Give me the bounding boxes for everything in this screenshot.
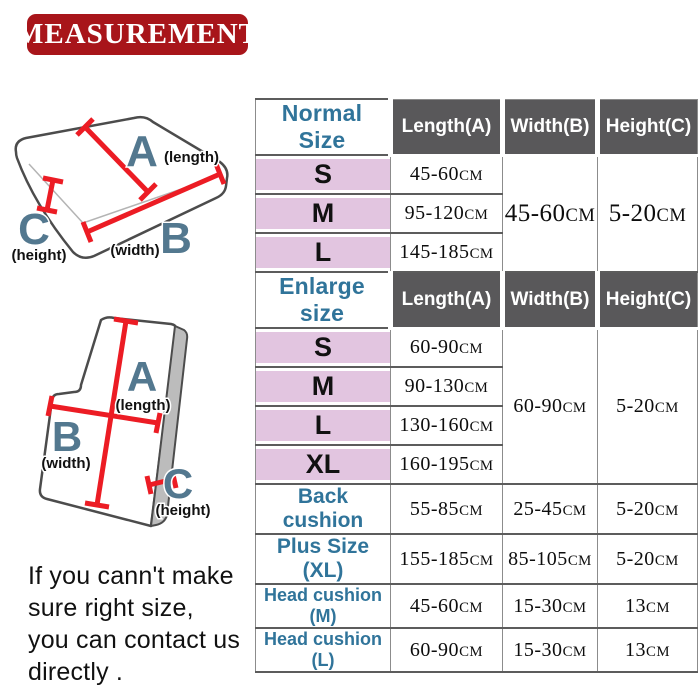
row-label: Back cushion (256, 484, 391, 534)
enlarge-size-header: Enlarge size (256, 272, 391, 328)
height-cell: 5-20CM (598, 534, 698, 584)
length-cell: 145-185CM (391, 233, 503, 272)
height-cell: 13CM (598, 584, 698, 628)
seat-letter-a: A (126, 127, 158, 176)
height-cell-merged: 5-20CM (598, 155, 698, 272)
row-label: Plus Size (XL) (256, 534, 391, 584)
width-cell: 25-45CM (503, 484, 598, 534)
length-cell: 130-160CM (391, 406, 503, 445)
seat-letter-c: C (18, 205, 50, 254)
col-header-width: Width(B) (503, 272, 598, 328)
size-cell: M (256, 194, 391, 233)
col-header-length: Length(A) (391, 99, 503, 155)
length-cell: 45-60CM (391, 584, 503, 628)
back-cushion-diagram (25, 313, 225, 548)
note-line: sure right size, (28, 594, 194, 622)
height-cell: 13CM (598, 628, 698, 672)
back-letter-a: A (126, 353, 158, 400)
seat-width-label: (width) (110, 242, 160, 259)
note-text (28, 560, 240, 688)
table-row (256, 484, 698, 534)
width-cell: 15-30CM (503, 628, 598, 672)
note-line: If you cann't make (28, 562, 234, 590)
height-cell: 5-20CM (598, 484, 698, 534)
row-label: Head cushion (M) (256, 584, 391, 628)
length-cell: 45-60CM (391, 155, 503, 194)
length-cell: 60-90CM (391, 628, 503, 672)
col-header-width: Width(B) (503, 99, 598, 155)
length-cell: 90-130CM (391, 367, 503, 406)
width-cell: 15-30CM (503, 584, 598, 628)
back-letter-b: B (51, 413, 83, 460)
length-cell: 60-90CM (391, 328, 503, 367)
table-row (256, 584, 698, 628)
col-header-length: Length(A) (391, 272, 503, 328)
note-line: you can contact us (28, 626, 241, 654)
size-cell: S (256, 155, 391, 194)
length-cell: 95-120CM (391, 194, 503, 233)
table-row (256, 628, 698, 672)
seat-height-label: (height) (11, 247, 67, 264)
size-cell: XL (256, 445, 391, 484)
length-cell: 155-185CM (391, 534, 503, 584)
table-row (256, 99, 698, 155)
normal-size-header: Normal Size (256, 99, 391, 155)
length-cell: 55-85CM (391, 484, 503, 534)
back-width-label: (width) (41, 455, 91, 472)
width-cell: 85-105CM (503, 534, 598, 584)
height-cell-merged: 5-20CM (598, 328, 698, 484)
col-header-height: Height(C) (598, 99, 698, 155)
size-cell: L (256, 406, 391, 445)
width-cell-merged: 60-90CM (503, 328, 598, 484)
table-row (256, 155, 698, 194)
seat-cushion-diagram (6, 110, 241, 275)
length-cell: 160-195CM (391, 445, 503, 484)
width-cell-merged: 45-60CM (503, 155, 598, 272)
seat-length-label: (length) (164, 149, 219, 166)
back-letter-c: C (162, 460, 194, 507)
table-row (256, 272, 698, 328)
note-line: directly . (28, 658, 124, 686)
table-row (256, 328, 698, 367)
table-row (256, 534, 698, 584)
size-cell: L (256, 233, 391, 272)
back-length-label: (length) (115, 397, 171, 414)
seat-letter-b: B (160, 214, 192, 263)
size-cell: S (256, 328, 391, 367)
page-title: MEASUREMENT (16, 18, 260, 50)
back-height-label: (height) (155, 502, 211, 519)
size-cell: M (256, 367, 391, 406)
row-label: Head cushion (L) (256, 628, 391, 672)
size-table (255, 98, 698, 673)
measurement-badge (16, 14, 260, 55)
col-header-height: Height(C) (598, 272, 698, 328)
